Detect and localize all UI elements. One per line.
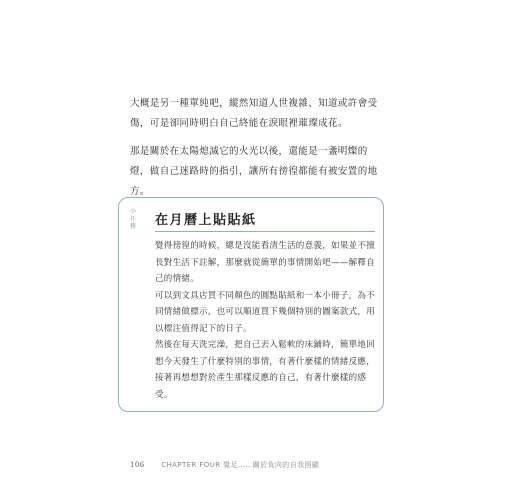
tip-paragraph: 然後在每天洗完澡，把自己丟入鬆軟的床鋪時，簡單地回想今天發生了什麼特別的事情，有著什麼樣的情緒反應，接著再想想對於產生那樣反應的自己，有著什麼樣的感受。 [155, 340, 376, 400]
tip-divider [155, 231, 375, 232]
page-number: 106 [130, 461, 145, 469]
body-paragraph: 那是關於在太陽熄滅它的火光以後，還能是一盞明燦的燈，做自己迷路時的指引，讓所有徬徨都能有被安置的地方。 [130, 146, 378, 197]
tip-paragraph: 可以到文具店買不同顏色的圓點貼紙和一本小冊子，為不同情緒做標示，也可以順道買下幾個特別的圖案款式，用以標注值得記下的日子。 [155, 290, 376, 334]
tip-title: 在月曆上貼貼紙 [155, 213, 257, 228]
tip-body [155, 238, 379, 403]
body-paragraph: 大概是另一種單純吧，縱然知道人世複雜、知道或許會受傷，可是卻同時明白自己終能在淚眼裡璀璨成花。 [130, 98, 378, 129]
page-footer [130, 460, 319, 470]
tip-paragraph: 覺得徬徨的時候，總是沒能看清生活的意義，如果並不擅長對生活下註解，那麼就從簡單的事情開始吧——解釋自己的情緒。 [155, 241, 376, 284]
tip-label: 小任務 [129, 208, 136, 230]
tip-box [118, 197, 384, 412]
chapter-running-head: CHAPTER FOUR 覺足……關於負向的自我照顧 [161, 461, 320, 469]
